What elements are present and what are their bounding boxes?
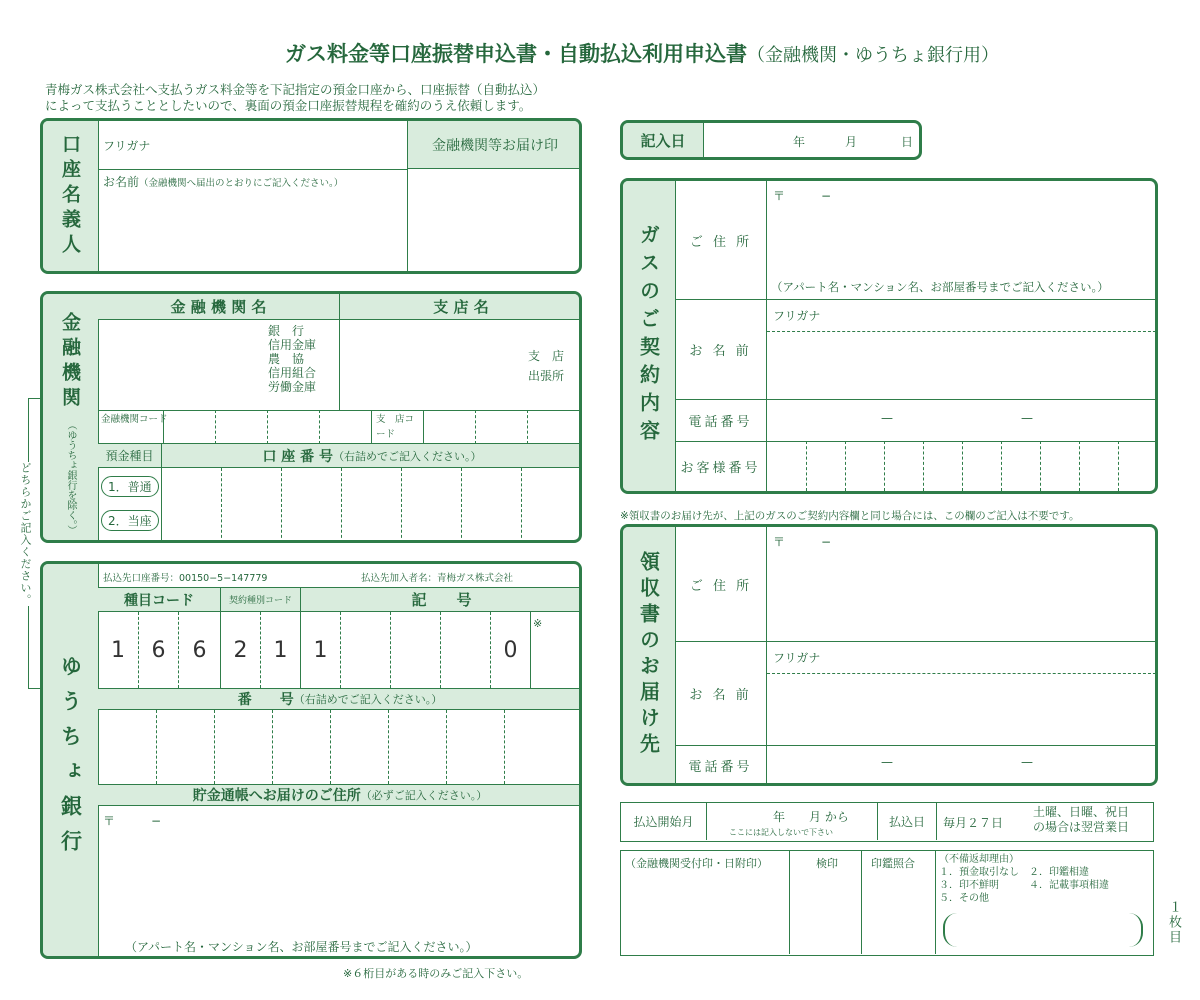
yucho-box: ゆうちょ銀行 払込先口座番号：00150−5−147779 払込先加入者名：青梅ガス株式会社 種目コード 契約種別コード 記 号 1 6 6 2 1 1 0 ※ 番 号 （右詰めでご記入ください。） 貯金通帳へお届けのご住所 （必ずご記入ください。） 〒 − （アパート名・マンション名、お部屋番号までご記入ください。）	[40, 561, 582, 959]
customer-number-field[interactable]	[767, 441, 1155, 491]
contract-name-field[interactable]	[767, 299, 1155, 399]
page-title: ガス料金等口座振替申込書・自動払込利用申込書（金融機関・ゆうちょ銀行用）	[285, 42, 999, 66]
date-field[interactable]	[705, 123, 919, 157]
seal-label: 金融機関等お届け印	[407, 121, 582, 169]
contract-phone-field[interactable]	[767, 399, 1155, 441]
receipt-box: 領収書のお届け先 ご 住 所 〒 − お 名 前 フリガナ 電話番号 — —	[620, 524, 1158, 786]
passbook-number-field[interactable]	[98, 710, 582, 784]
intro-text: 青梅ガス株式会社へ支払うガス料金等を下記指定の預金口座から、口座振替（自動払込） によって支払うこととしたいので、裏面の預金口座振替規程を確約のうえ依頼します。	[45, 82, 546, 113]
sixth-digit-note: ※６桁目がある時のみご記入下さい。	[343, 967, 529, 980]
branch-name-field[interactable]	[339, 320, 524, 410]
holder-name-field[interactable]	[98, 171, 407, 271]
symbol-field[interactable]	[340, 612, 530, 688]
bank-box: 金融機関 （ゆうちょ銀行を除く。） 金 融 機 関 名 支 店 名 銀 行 信用金庫 農 協 信用組合 労働金庫 支 店 出張所 金融機関コード 支 店コード 預金種目 口 座 番 号 （右詰めでご記入ください。） 1．普通 2．当座	[40, 291, 582, 543]
office-area: （金融機関受付印・日附印） 検印 印鑑照合 （不備返却理由） １．預金取引なし ２．印鑑相違 ３．印不鮮明 ４．記載事項相違 ５．その他	[620, 850, 1154, 956]
ordinary-option[interactable]: 1．普通	[101, 476, 159, 497]
start-row: 払込開始月 年 月 から ここには記入しないで下さい 払込日 毎月２７日 土曜、日曜、祝日 の場合は翌営業日	[620, 802, 1154, 842]
bank-name-field[interactable]	[98, 320, 263, 410]
receipt-name-field[interactable]	[767, 641, 1155, 745]
receipt-address-field[interactable]	[767, 527, 1155, 641]
account-number-field[interactable]	[161, 468, 582, 543]
account-holder-box: 口座名義人 フリガナ お名前（金融機関へ届出のとおりにご記入ください。） 金融機関等お届け印	[40, 118, 582, 274]
current-option[interactable]: 2．当座	[101, 510, 159, 531]
receipt-note: ※領収書のお届け先が、上記のガスのご契約内容欄と同じ場合には、この欄のご記入は不要です。	[620, 510, 1080, 522]
date-box: 記入日 年 月 日	[620, 120, 922, 160]
contract-box: ガスのご契約内容 ご 住 所 〒 − （アパート名・マンション名、お部屋番号までご記入ください。） お 名 前 フリガナ 電話番号 — — お客様番号	[620, 178, 1158, 494]
seal-field[interactable]	[407, 169, 582, 274]
either-note: どちらかご記入ください。	[19, 462, 32, 606]
receipt-phone-field[interactable]	[767, 745, 1155, 785]
passbook-address-field[interactable]	[98, 806, 582, 956]
furigana-field[interactable]	[98, 121, 407, 169]
sheet-number: １枚目	[1166, 900, 1181, 945]
contract-address-field[interactable]	[767, 181, 1155, 299]
